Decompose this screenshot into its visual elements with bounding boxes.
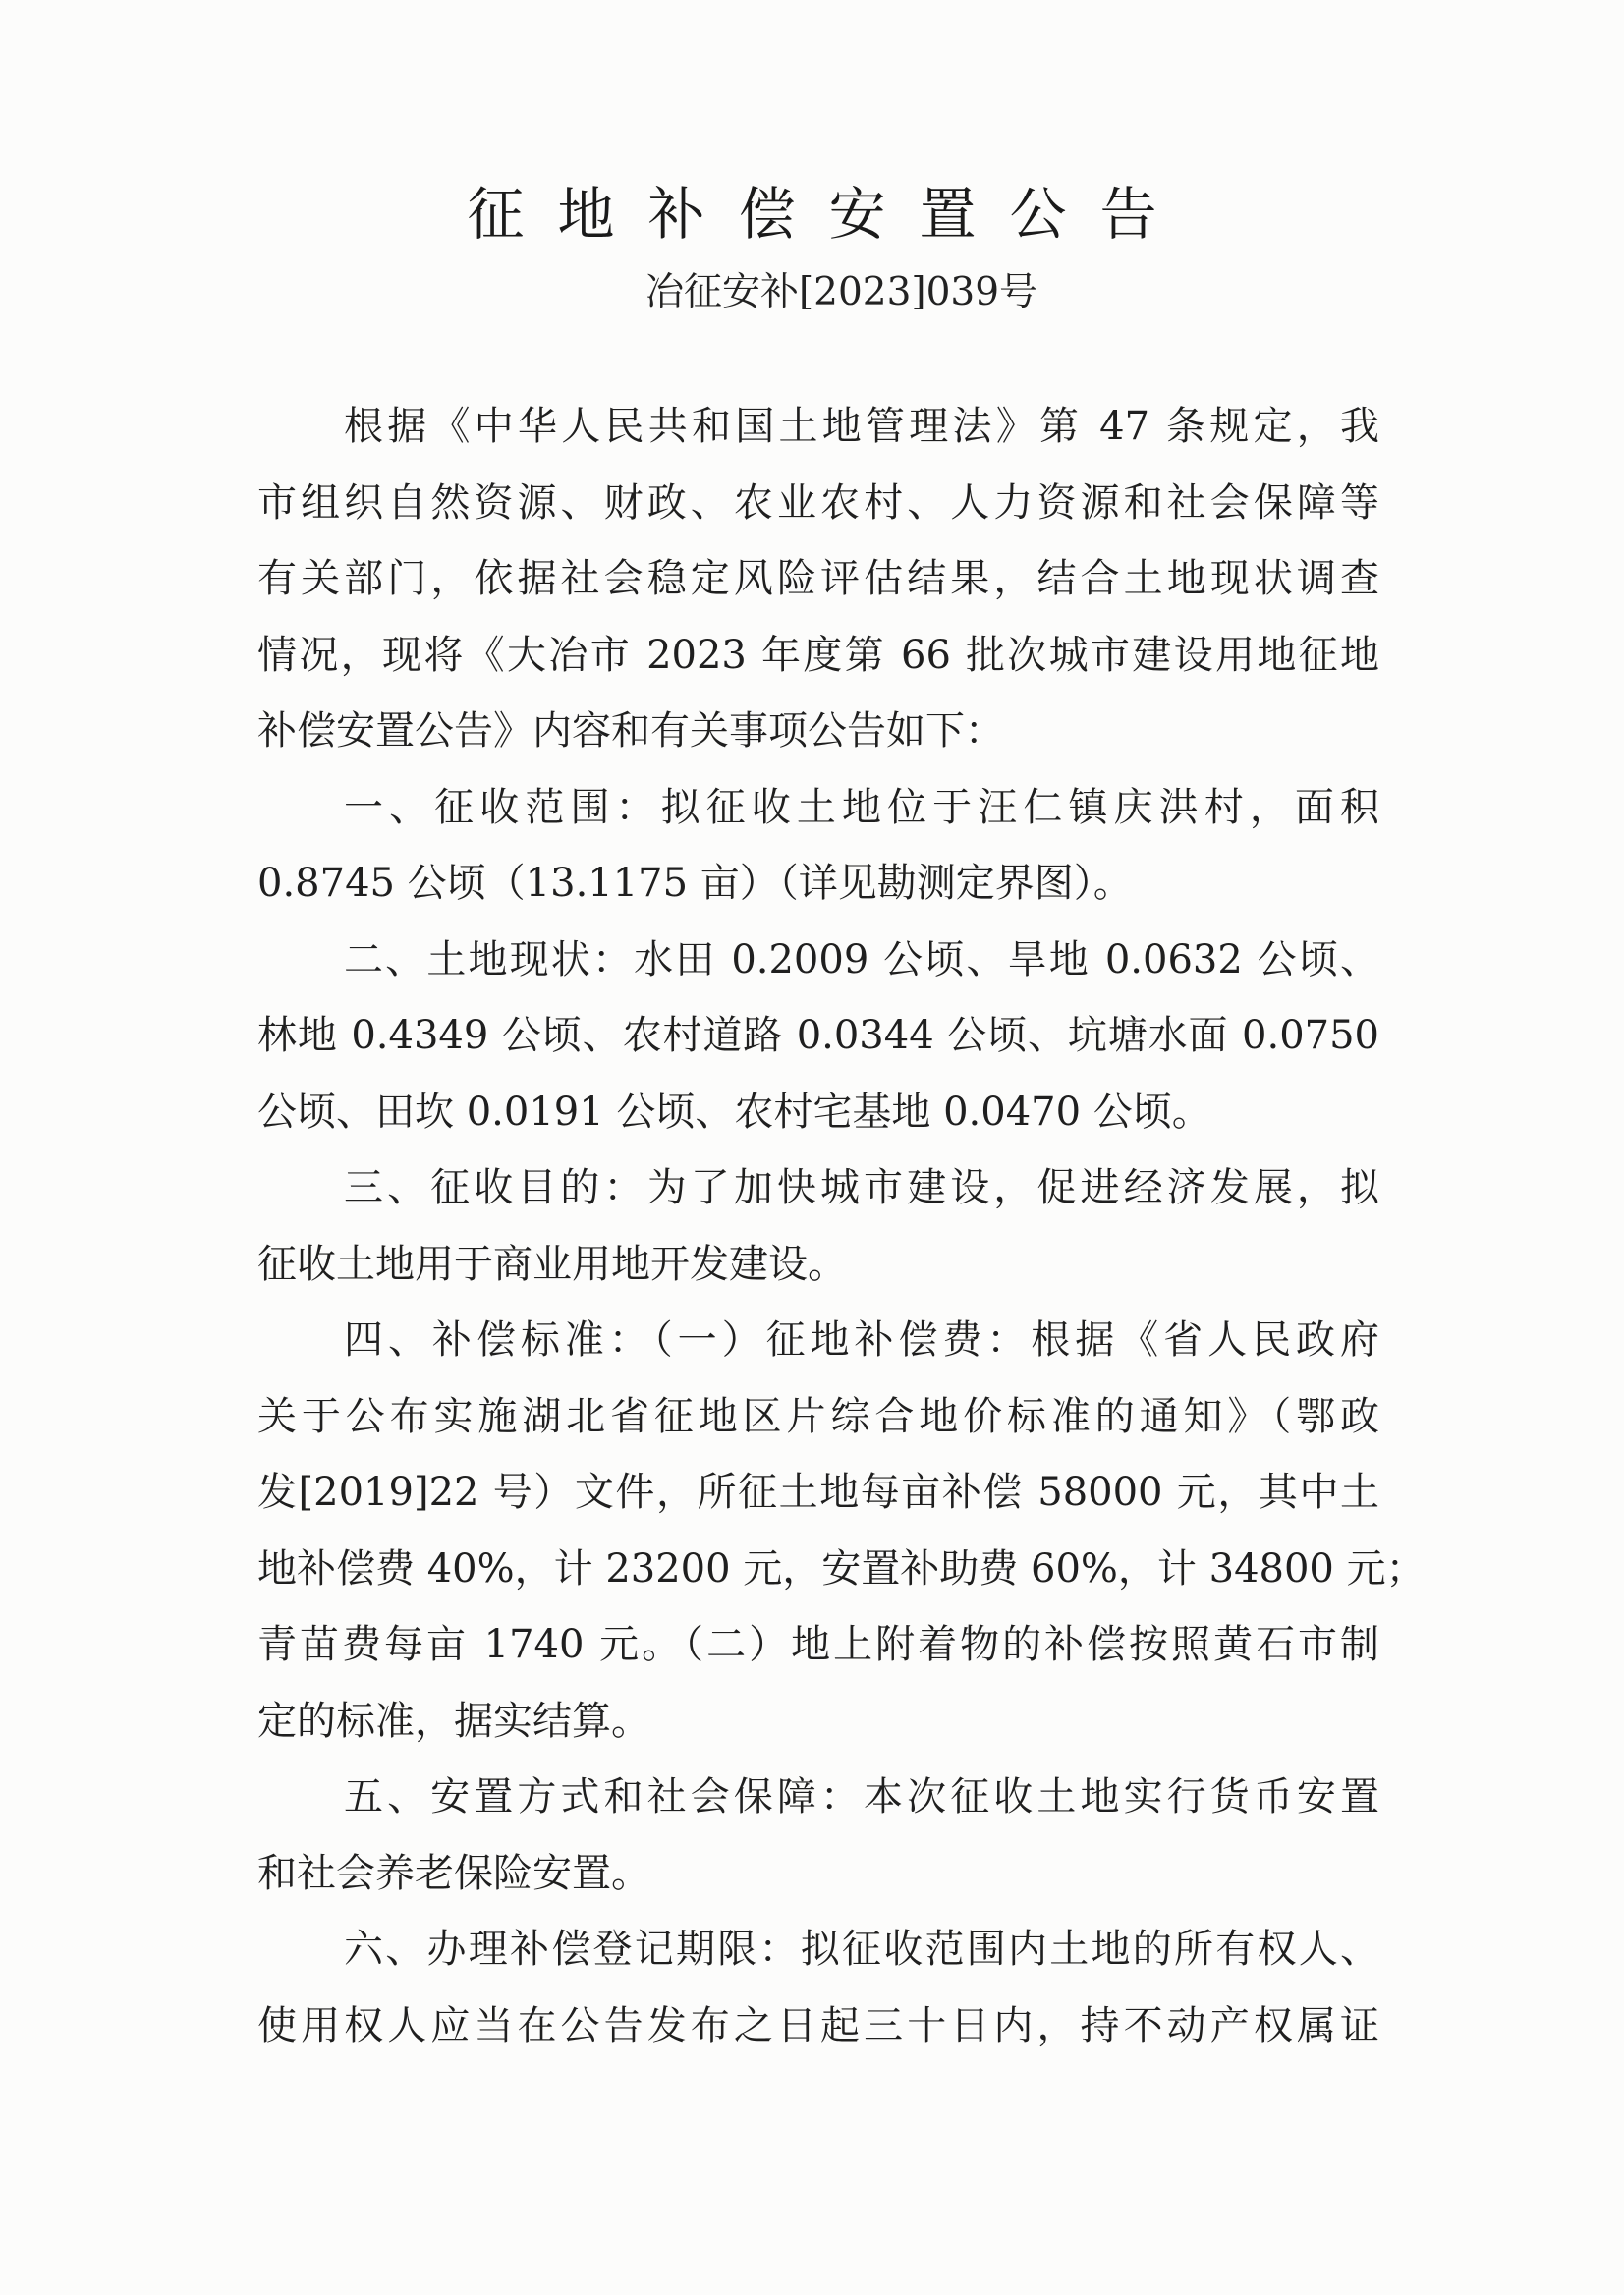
page-title: 征地补偿安置公告 <box>467 181 1191 248</box>
text-line: 六、办理补偿登记期限：拟征收范围内土地的所有权人、 <box>344 1927 1379 1972</box>
text-line: 0.8745 公顷（13.1175 亩）（详见勘测定界图）。 <box>257 861 1133 906</box>
text-line: 二、土地现状：水田 0.2009 公顷、旱地 0.0632 公顷、 <box>344 936 1379 982</box>
text-line: 情况，现将《大冶市 2023 年度第 66 批次城市建设用地征地 <box>257 632 1379 678</box>
text-line: 征收土地用于商业用地开发建设。 <box>257 1241 847 1287</box>
text-line: 一、征收范围：拟征收土地位于汪仁镇庆洪村，面积 <box>344 784 1379 830</box>
text-line: 林地 0.4349 公顷、农村道路 0.0344 公顷、坑塘水面 0.0750 <box>257 1013 1379 1058</box>
text-line: 青苗费每亩 1740 元。（二）地上附着物的补偿按照黄石市制 <box>257 1622 1379 1667</box>
text-line: 地补偿费 40%，计 23200 元，安置补助费 60%，计 34800 元； <box>257 1545 1426 1592</box>
text-line: 关于公布实施湖北省征地区片综合地价标准的通知》（鄂政 <box>257 1393 1379 1439</box>
text-line: 市组织自然资源、财政、农业农村、人力资源和社会保障等 <box>257 479 1379 526</box>
document-body <box>257 389 1426 2064</box>
text-line: 五、安置方式和社会保障：本次征收土地实行货币安置 <box>344 1774 1379 1819</box>
text-line: 有关部门，依据社会稳定风险评估结果，结合土地现状调查 <box>257 556 1379 601</box>
text-line: 四、补偿标准：（一）征地补偿费：根据《省人民政府 <box>344 1317 1379 1363</box>
document-number: 冶征安补[2023]039号 <box>644 270 1038 314</box>
text-line: 三、征收目的：为了加快城市建设，促进经济发展，拟 <box>344 1165 1379 1210</box>
text-line: 补偿安置公告》内容和有关事项公告如下： <box>257 708 1004 754</box>
text-line: 使用权人应当在公告发布之日起三十日内，持不动产权属证 <box>257 2002 1379 2048</box>
text-line: 发[2019]22 号）文件，所征土地每亩补偿 58000 元，其中土 <box>257 1470 1379 1515</box>
text-line: 公顷、田坎 0.0191 公顷、农村宅基地 0.0470 公顷。 <box>257 1089 1211 1135</box>
text-line: 定的标准，据实结算。 <box>257 1698 650 1744</box>
text-line: 根据《中华人民共和国土地管理法》第 47 条规定，我 <box>344 404 1379 449</box>
text-line: 和社会养老保险安置。 <box>257 1850 650 1896</box>
